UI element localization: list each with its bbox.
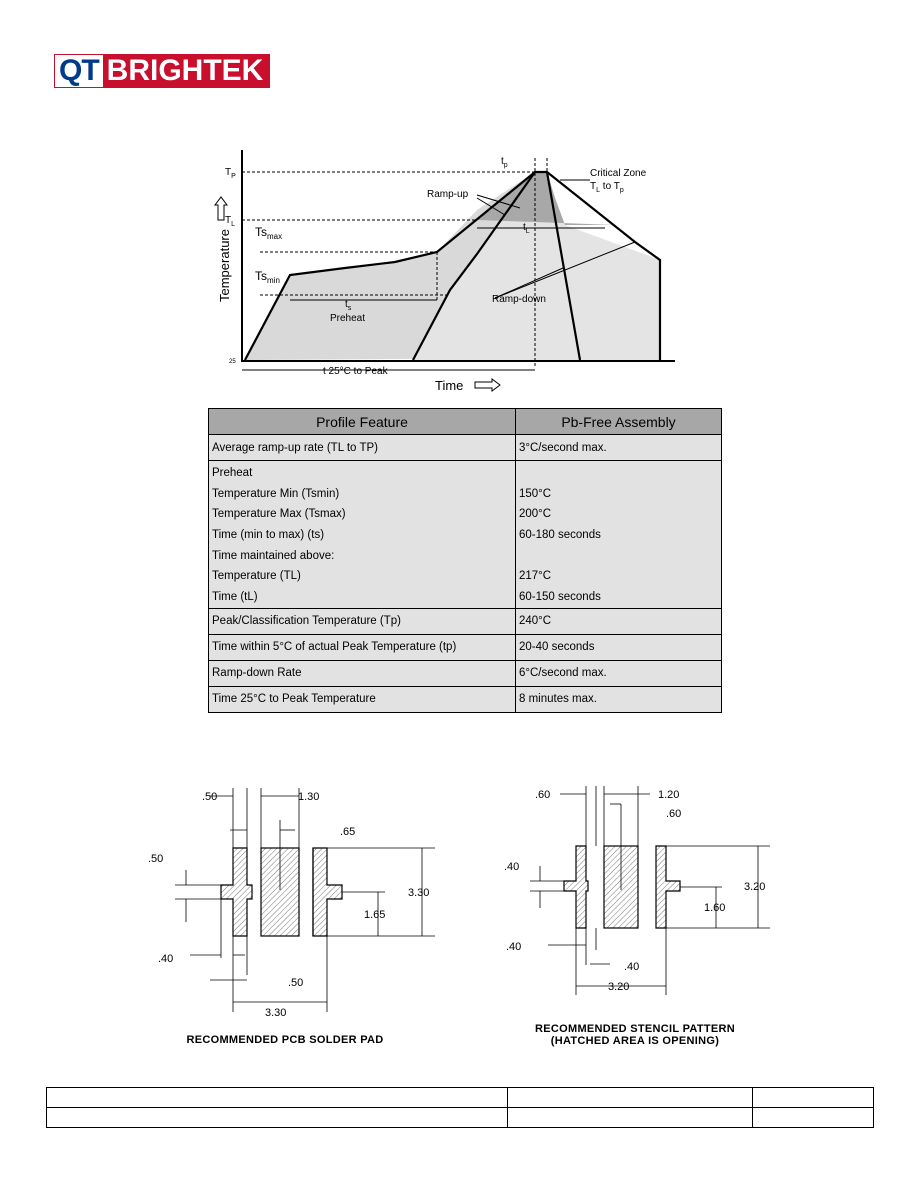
cell-line: 60-150 seconds [519, 591, 601, 604]
cell-line: 60-180 seconds [519, 529, 601, 542]
table-row [209, 660, 722, 686]
cz-tl-sub: L [596, 187, 601, 194]
company-logo [54, 54, 270, 88]
tl-time-label: t [523, 222, 526, 233]
svg-text:TL [225, 215, 235, 228]
tp-time-sub: p [503, 162, 508, 169]
table-cell [209, 461, 516, 609]
cz-tp-sub: p [619, 187, 624, 194]
y-axis-label: Temperature [217, 229, 232, 302]
footer-cell [47, 1088, 508, 1108]
stencil-caption-line1: RECOMMENDED STENCIL PATTERN [535, 1023, 735, 1035]
table-row [209, 461, 722, 609]
header-pb-free: Pb-Free Assembly [516, 409, 722, 435]
logo-qt: QT [55, 55, 103, 87]
table-cell: Time 25°C to Peak Temperature [209, 686, 516, 712]
footer-cell [47, 1108, 508, 1128]
cell-line: 150°C [519, 487, 552, 500]
ramp-down-label: Ramp-down [492, 294, 546, 305]
table-cell: Average ramp-up rate (TL to TP) [209, 435, 516, 461]
dim-060-top: .60 [535, 789, 551, 801]
logo-brand: BRIGHTEK [103, 55, 270, 87]
table-cell: 3°C/second max. [516, 435, 722, 461]
footer-cell [753, 1108, 874, 1128]
reflow-profile-table [208, 408, 722, 713]
dim-040: .40 [158, 953, 174, 965]
cell-line [519, 546, 718, 567]
dim-330-bottom: 3.30 [265, 1007, 287, 1019]
dim-040-left: .40 [504, 861, 520, 873]
cz-to: to T [600, 181, 620, 192]
tp-sub: P [231, 173, 236, 180]
dim-050-left: .50 [148, 853, 164, 865]
table-cell: Peak/Classification Temperature (Tp) [209, 608, 516, 634]
tsmin-sub: min [267, 276, 280, 285]
pcb-solder-pad-drawing [130, 780, 450, 1020]
ts-label: t [345, 299, 348, 310]
dim-065: .65 [340, 826, 356, 838]
dim-050-top: .50 [202, 791, 218, 803]
footer-table [46, 1087, 874, 1128]
svg-text:Tsmax [255, 225, 282, 241]
preheat-label: Preheat [330, 313, 366, 324]
dim-320-bottom: 3.20 [608, 981, 630, 993]
table-cell [516, 461, 722, 609]
stencil-pattern-drawing [500, 780, 790, 1000]
pcb-pad-caption: RECOMMENDED PCB SOLDER PAD [186, 1034, 384, 1046]
cell-line: Time (tL) [212, 591, 258, 604]
dim-040-b2: .40 [624, 961, 640, 973]
tl-time-sub: L [525, 228, 530, 235]
table-cell: Ramp-down Rate [209, 660, 516, 686]
cell-line: 200°C [519, 508, 552, 521]
table-cell: Time within 5°C of actual Peak Temperature (tp) [209, 634, 516, 660]
tsmax-sub: max [267, 232, 283, 241]
cell-line: Temperature Max (Tsmax) [212, 508, 346, 521]
dim-160: 1.60 [704, 902, 726, 914]
svg-text:tp [501, 156, 508, 169]
cell-line: Time (min to max) (ts) [212, 529, 325, 542]
tsmin-label: Ts [255, 269, 267, 283]
dim-320-right: 3.20 [744, 881, 766, 893]
dim-060-b: .60 [666, 808, 682, 820]
dim-120: 1.20 [658, 789, 680, 801]
table-cell: 8 minutes max. [516, 686, 722, 712]
tp-time-label: t [501, 156, 504, 167]
critical-zone-line1: Critical Zone [590, 168, 647, 179]
table-row [209, 634, 722, 660]
cell-line: Temperature Min (Tsmin) [212, 487, 340, 500]
t-to-peak-label: t 25°C to Peak [323, 366, 388, 377]
footer-cell [508, 1108, 753, 1128]
dim-330-right: 3.30 [408, 887, 430, 899]
stencil-caption [520, 1023, 750, 1047]
dim-040-bottom: .40 [506, 941, 522, 953]
baseline-label: 25 [229, 359, 236, 365]
table-cell: 20-40 seconds [516, 634, 722, 660]
cz-tl: T [590, 181, 597, 192]
tsmax-label: Ts [255, 225, 267, 239]
dim-050-bottom: .50 [288, 977, 304, 989]
reflow-profile-diagram [205, 150, 675, 400]
cell-line: Temperature (TL) [212, 570, 301, 583]
header-profile-feature: Profile Feature [209, 409, 516, 435]
cell-line [519, 463, 718, 484]
tl-label: T [225, 215, 232, 226]
footer-cell [753, 1088, 874, 1108]
table-row [209, 435, 722, 461]
table-row [209, 608, 722, 634]
cell-line: Time maintained above: [212, 549, 335, 562]
svg-text:TL to Tp [590, 181, 624, 194]
svg-text:Tsmin [255, 269, 280, 285]
cell-line: 217°C [519, 570, 552, 583]
tp-label: T [225, 167, 232, 178]
dim-165: 1.65 [364, 909, 386, 921]
tl-sub: L [231, 221, 236, 228]
table-cell: 240°C [516, 608, 722, 634]
stencil-caption-line2: (HATCHED AREA IS OPENING) [550, 1035, 720, 1047]
ramp-up-label: Ramp-up [427, 189, 469, 200]
ts-sub: s [347, 305, 352, 312]
footer-cell [508, 1088, 753, 1108]
table-row [209, 686, 722, 712]
cell-line: Preheat [212, 467, 253, 479]
dim-130: 1.30 [298, 791, 320, 803]
svg-text:TP [225, 167, 236, 180]
x-axis-label: Time [435, 378, 464, 393]
table-cell: 6°C/second max. [516, 660, 722, 686]
